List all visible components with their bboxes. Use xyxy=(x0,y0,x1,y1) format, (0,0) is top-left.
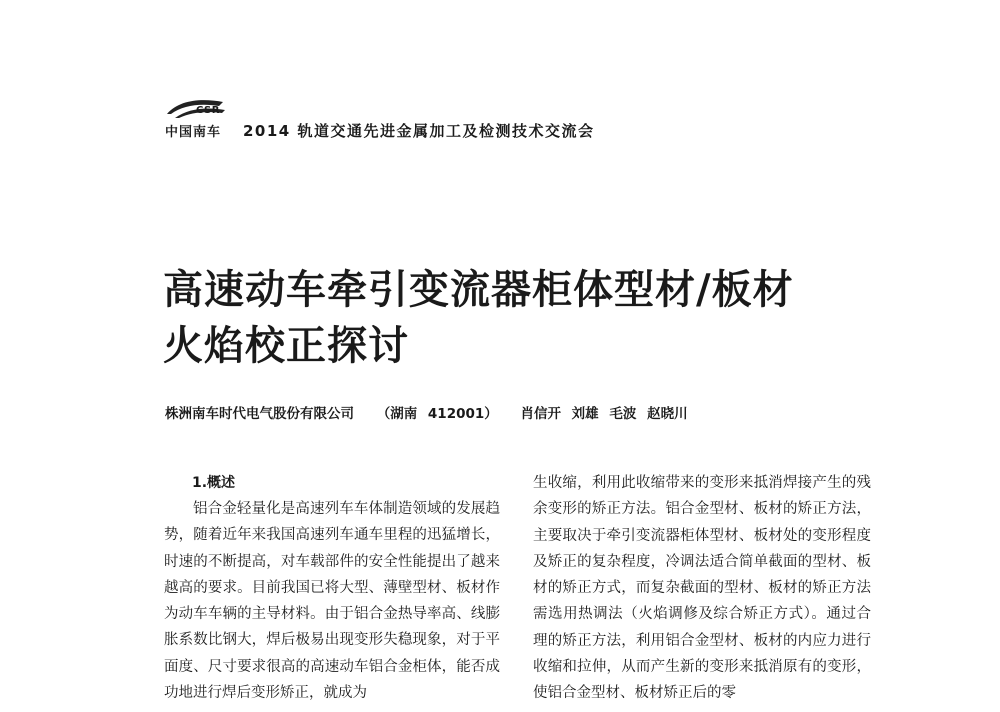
logo-csr-text: CSR xyxy=(196,105,220,116)
body-paragraph: 铝合金轻量化是高速列车车体制造领域的发展趋势，随着近年来我国高速列车通车里程的迅猛增长，时速的不断提高，对车载部件的安全性能提出了越来越高的要求。目前我国已将大型、薄壁型材、板材作为动车车辆的主导材料。由于铝合金热导率高、线膨胀系数比钢大，焊后极易出现变形失稳现象，对于平面度、尺寸要求很高的高速动车铝合金柜体，能否成功地进行焊后变形矫正，就成为 xyxy=(164,501,500,702)
company-name-cn: 中国南车 xyxy=(165,125,222,140)
right-column xyxy=(533,470,871,707)
authors: 肖信开 刘雄 毛波 赵晓川 xyxy=(520,406,688,422)
body-paragraph: 生收缩，利用此收缩带来的变形来抵消焊接产生的残余变形的矫正方法。铝合金型材、板材的矫正方法，主要取决于牵引变流器柜体型材、板材处的变形程度及矫正的复杂程度，冷调法适合简单截面的型材、板材的矫正方式，而复杂截面的型材、板材的矫正方法需选用热调法（火焰调修及综合矫正方式）。通过合理的矫正方法，利用铝合金型材、板材的内应力进行收缩和拉伸，从而产生新的变形来抵消原有的变形，使铝合金型材、板材矫正后的零 xyxy=(533,475,871,702)
location: （湖南 412001） xyxy=(376,406,498,422)
affiliation: 株洲南车时代电气股份有限公司 xyxy=(165,406,354,422)
byline xyxy=(165,402,700,422)
left-column xyxy=(164,470,500,706)
section-heading: 1.概述 xyxy=(192,475,236,491)
title-line-2: 火焰校正探讨 xyxy=(163,322,409,369)
title-line-1: 高速动车牵引变流器柜体型材/板材 xyxy=(163,266,794,313)
paper-title xyxy=(163,262,883,374)
csr-logo xyxy=(165,96,235,144)
running-header xyxy=(165,96,785,144)
conference-title: 2014 轨道交通先进金属加工及检测技术交流会 xyxy=(243,122,595,140)
